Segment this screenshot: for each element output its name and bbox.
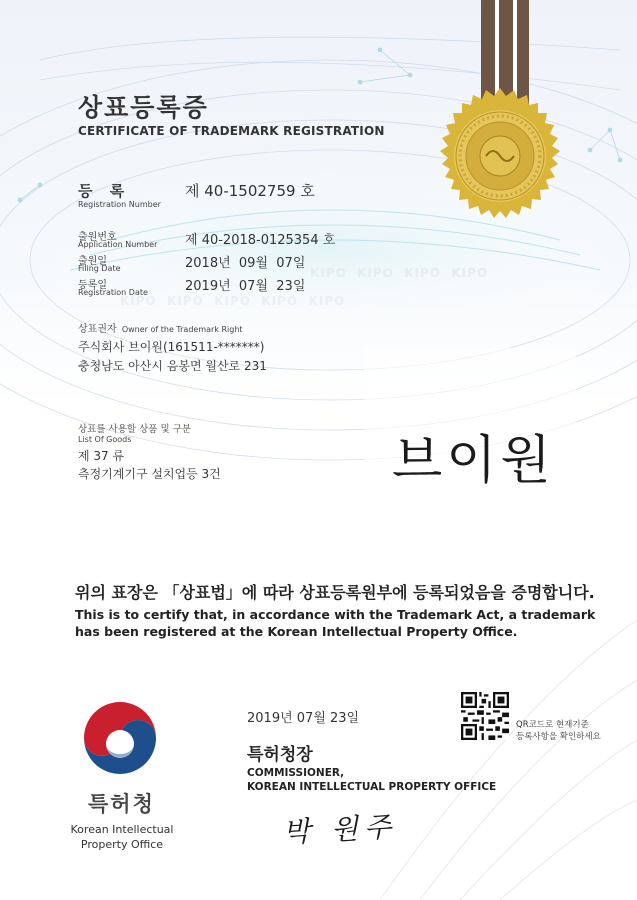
- filing-date-label-english: Filing Date: [78, 264, 121, 273]
- registration-number: 제 40-1502759 호: [185, 182, 315, 200]
- application-number: 제 40-2018-0125354 호: [185, 233, 336, 248]
- owner-name: 주식회사 브이원(161511-*******): [78, 340, 265, 354]
- registration-date-label-english: Registration Date: [78, 288, 148, 297]
- owner-label: [78, 320, 243, 335]
- application-label-english: Application Number: [78, 240, 158, 249]
- kipo-logo-icon: [80, 698, 160, 778]
- qr-code-icon[interactable]: [461, 692, 509, 740]
- owner-address: 충청남도 아산시 음봉면 월산로 231: [78, 359, 267, 373]
- commissioner-english-line1: COMMISSIONER,: [247, 767, 345, 779]
- certification-english-line1: This is to certify that, in accordance with the Trademark Act, a trademark: [75, 607, 596, 622]
- watermark-row-2: KIPO KIPO KIPO KIPO KIPO: [120, 294, 346, 308]
- filing-date-label: 출원일: [78, 256, 107, 267]
- certificate-title-english: CERTIFICATE OF TRADEMARK REGISTRATION: [78, 124, 385, 138]
- registration-label: 등 록: [78, 182, 131, 200]
- owner-label-english: Owner of the Trademark Right: [121, 325, 243, 334]
- goods-label-english: List Of Goods: [78, 435, 132, 444]
- goods-items: 측정기계기구 설치업등 3건: [78, 467, 221, 481]
- registration-date: 2019년 07월 23일: [185, 279, 306, 294]
- filing-date: 2018년 09월 07일: [185, 256, 306, 271]
- watermark-row-1: KIPO KIPO KIPO KIPO: [310, 266, 489, 280]
- kipo-name-english-line2: Property Office: [80, 838, 164, 851]
- application-label: 출원번호: [78, 232, 117, 243]
- goods-label: 상표를 사용할 상품 및 구분: [78, 424, 192, 435]
- certification-korean: 위의 표장은 「상표법」에 따라 상표등록원부에 등록되었음을 증명합니다.: [75, 583, 595, 602]
- issue-date: 2019년 07월 23일: [247, 711, 360, 726]
- commissioner-title: 특허청장: [247, 745, 313, 765]
- registration-label-english: Registration Number: [78, 200, 161, 209]
- owner-label-korean: 상표권자: [78, 324, 117, 335]
- trademark-text: 브이원: [392, 431, 555, 491]
- goods-class: 제 37 류: [78, 449, 125, 463]
- commissioner-english-line2: KOREAN INTELLECTUAL PROPERTY OFFICE: [247, 781, 497, 793]
- signature: 박 원주: [282, 810, 398, 849]
- registration-date-label: 등록일: [78, 280, 107, 291]
- gold-seal-icon: [430, 86, 570, 226]
- kipo-name-korean: 특허청: [88, 792, 155, 816]
- qr-instruction-line1: QR코드로 현재기준: [516, 720, 589, 730]
- certificate-title: 상표등록증: [78, 93, 209, 122]
- qr-instruction-line2: 등록사항을 확인하세요: [516, 732, 601, 742]
- certification-english-line2: has been registered at the Korean Intellectual Property Office.: [75, 624, 518, 639]
- kipo-name-english-line1: Korean Intellectual: [70, 823, 174, 836]
